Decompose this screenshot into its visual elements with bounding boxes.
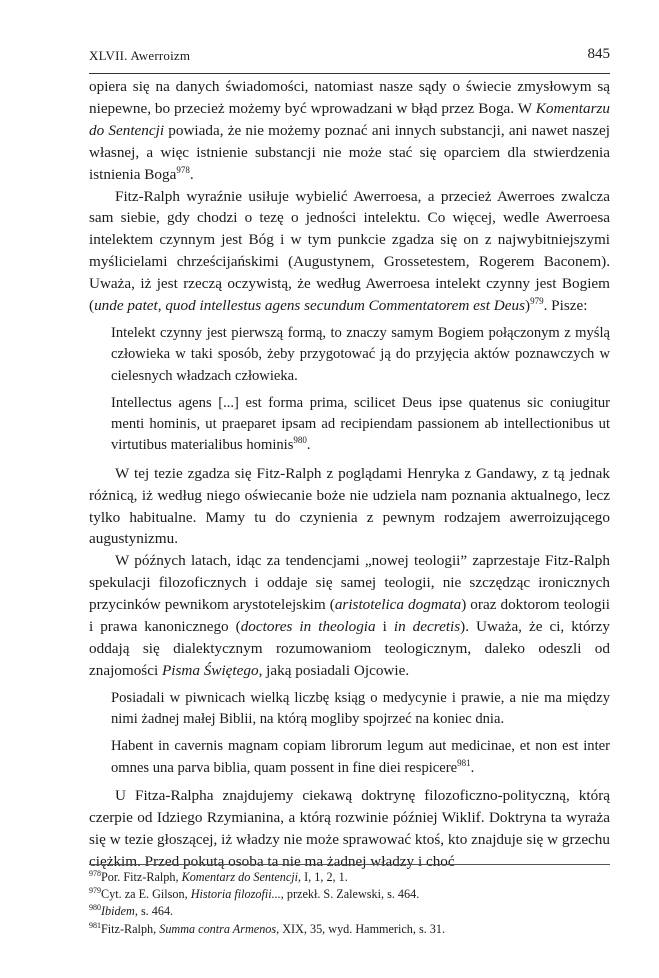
main-text [89, 76, 610, 873]
paragraph-1: opiera się na danych świadomości, natomiast nasze sądy o świecie zmysłowym są niepewne, bo przecież możemy być wprowadzani w błąd przez Boga. W Komentarzu do Sentencji powiada, że nie możemy poznać ani innych substancji, ani nawet naszej własnej, a więc istnienie substancji nie może stać się oparciem dla stwierdzenia istnienia Boga$^{978}$. [89, 78, 611, 183]
footnote-ref: 981 [457, 757, 471, 768]
paragraph-4: W późnych latach, idąc za tendencjami „nowej teologii” zaprzestaje Fitz-Ralph spekulacji filozoficznych i oddaje się samej teologii, nie szczędząc ironicznych przycinków pewnikom arystotelejskim (aristotelica dogmata) oraz doktorom teologii i prawa kanonicznego (doctores in theologia i in decretis). Uważa, że ci, którzy oddają się dialektycznym rozumowaniom teologicznym, daleko odeszli od znajomości Pisma Świętego, jaką posiadali Ojcowie. [89, 552, 610, 679]
block-quote-latin-2: Habent in cavernis magnam copiam librorum legum aut medicinae, et non est inter omnes una parva biblia, quam possent in fine diei respicere$^{981}$. [111, 738, 610, 776]
running-header [89, 46, 610, 68]
block-quote-polish-2: Posiadali w piwnicach wielką liczbę ksiąg o medycynie i prawie, a nie ma między nimi żadnej małej Biblii, na którą mogliby spojrzeć na koniec dnia. [111, 689, 610, 728]
footnote: $^{981}$Fitz-Ralph, Summa contra Armenos, XIX, 35, wyd. Hammerich, s. 31. [89, 920, 446, 936]
footnotes [89, 869, 610, 938]
block-quote-polish-1: Intelekt czynny jest pierwszą formą, to znaczy samym Bogiem połączonym z myślą człowieka w taki sposób, żeby przygotować ją do przyjęcia aktów poznawczych w cielesnych władzach człowieka. [111, 324, 610, 384]
footnote-ref: 980 [293, 435, 307, 446]
footnote: $^{979}$Cyt. za E. Gilson, Historia filozofii..., przekł. S. Zalewski, s. 464. [89, 886, 420, 902]
footnote: $^{980}$Ibidem, s. 464. [89, 903, 174, 919]
paragraph-5: U Fitza-Ralpha znajdujemy ciekawą doktrynę filozoficzno-polityczną, którą czerpie od Idziego Rzymianina, a którą rozwinie później Wiklif. Doktryna ta wyraża się w tezie głoszącej, iż władzy nie może sprawować ktoś, kto znajduje się w grzechu ciężkim. Przed pokutą osoba ta nie ma żadnej władzy i choć [89, 787, 610, 870]
footnote: $^{978}$Por. Fitz-Ralph, Komentarz do Sentencji, I, 1, 2, 1. [89, 868, 348, 884]
footnote-rule [89, 864, 610, 865]
page-number: 845 [587, 46, 610, 62]
running-title: XLVII. Awerroizm [89, 48, 191, 63]
header-rule [89, 73, 610, 74]
work-title: Komentarzu do Sentencji [89, 99, 610, 139]
footnote-ref: 979 [530, 296, 544, 306]
paragraph-3: W tej tezie zgadza się Fitz-Ralph z poglądami Henryka z Gandawy, z tą jednak różnicą, iż według niego oświecanie boże nie udziela nam poznania aktualnego, lecz tylko habitualne. Mamy tu do czynienia z pewnym rodzajem awerroizującego augustynizmu. [89, 464, 610, 548]
block-quote-latin-1: Intellectus agens [...] est forma prima, scilicet Deus ipse quatenus sic coniugitur menti hominis, ut praeparet ipsam ad recipiendam passionem ab intellectionibus ut virtutibus materialibus hominis$^{980}$. [111, 394, 610, 454]
paragraph-2: Fitz-Ralph wyraźnie usiłuje wybielić Awerroesa, a przecież Awerroes zwalcza sam siebie, gdy chodzi o tezę o jedności intelektu. Co więcej, wedle Awerroesa intelektem czynnym jest Bóg i w tym punkcie zgadza się on z najwybitniejszymi myślicielami chrześcijańskimi (Augustynem, Grossetestem, Rogerem Baconem). Uważa, iż jest rzeczą oczywistą, że według Awerroesa intelekt czynny jest Bogiem (unde patet, quod intellestus agens secundum Commentatorem est Deus)$^{979}$. Pisze: [89, 187, 610, 315]
latin-citation: unde patet, quod intellestus agens secundum Commentatorem est Deus [94, 297, 526, 315]
footnote-ref: 978 [176, 164, 190, 175]
